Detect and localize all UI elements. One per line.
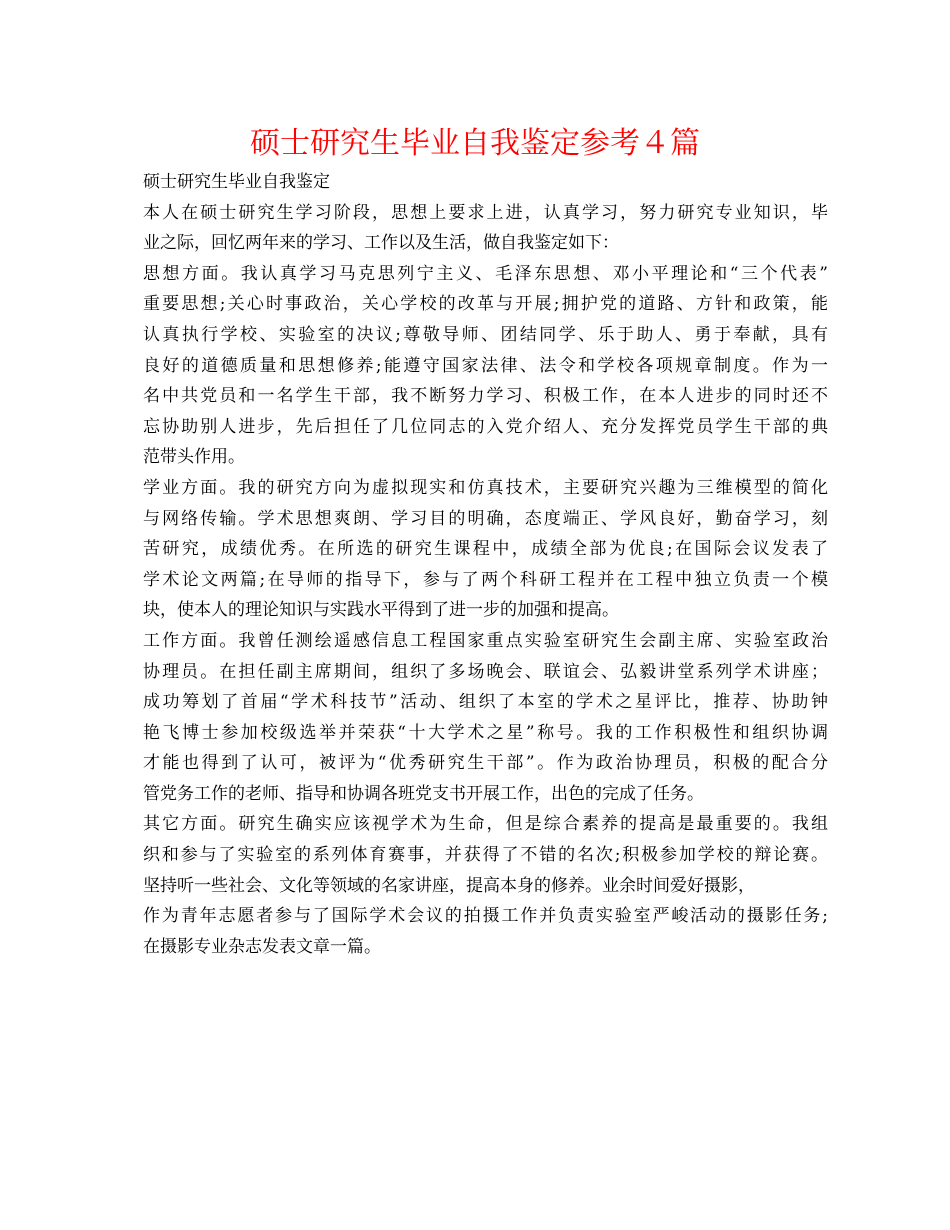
text-line: 苦研究，成绩优秀。在所选的研究生课程中，成绩全部为优良;在国际会议发表了 bbox=[143, 539, 828, 560]
text-line: 成功筹划了首届“学术科技节”活动、组织了本室的学术之星评比，推荐、协助钟 bbox=[143, 692, 828, 713]
document-title: 硕士研究生毕业自我鉴定参考４篇 bbox=[250, 126, 700, 161]
text-line: 其它方面。研究生确实应该视学术为生命，但是综合素养的提高是最重要的。我组 bbox=[143, 814, 828, 835]
document-body bbox=[143, 167, 828, 962]
text-line: 范带头作用。 bbox=[143, 447, 245, 468]
text-line: 学业方面。我的研究方向为虚拟现实和仿真技术，主要研究兴趣为三维模型的简化 bbox=[143, 477, 828, 498]
text-line: 名中共党员和一名学生干部，我不断努力学习、积极工作，在本人进步的同时还不 bbox=[143, 386, 828, 407]
text-line: 忘协助别人进步，先后担任了几位同志的入党介绍人、充分发挥党员学生干部的典 bbox=[143, 416, 828, 437]
text-line: 与网络传输。学术思想爽朗、学习目的明确，态度端正、学风良好，勤奋学习，刻 bbox=[143, 508, 828, 529]
text-line: 在摄影专业杂志发表文章一篇。 bbox=[143, 936, 381, 957]
text-line: 工作方面。我曾任测绘遥感信息工程国家重点实验室研究生会副主席、实验室政治 bbox=[143, 630, 828, 651]
text-line: 才能也得到了认可，被评为“优秀研究生干部”。作为政治协理员，积极的配合分 bbox=[143, 753, 828, 774]
text-line: 业之际，回忆两年来的学习、工作以及生活，做自我鉴定如下： bbox=[143, 233, 619, 254]
text-line: 坚持听一些社会、文化等领域的名家讲座，提高本身的修养。业余时间爱好摄影， bbox=[143, 875, 755, 896]
text-line: 协理员。在担任副主席期间，组织了多场晚会、联谊会、弘毅讲堂系列学术讲座； bbox=[143, 661, 828, 682]
text-line: 作为青年志愿者参与了国际学术会议的拍摄工作并负责实验室严峻活动的摄影任务; bbox=[143, 906, 828, 927]
text-line: 学术论文两篇;在导师的指导下，参与了两个科研工程并在工程中独立负责一个模 bbox=[143, 569, 828, 590]
text-line: 良好的道德质量和思想修养;能遵守国家法律、法令和学校各项规章制度。作为一 bbox=[143, 355, 828, 376]
text-line: 织和参与了实验室的系列体育赛事，并获得了不错的名次;积极参加学校的辩论赛。 bbox=[143, 845, 828, 866]
text-line: 本人在硕士研究生学习阶段，思想上要求上进，认真学习，努力研究专业知识，毕 bbox=[143, 202, 828, 223]
text-line: 块，使本人的理论知识与实践水平得到了进一步的加强和提高。 bbox=[143, 600, 619, 621]
text-line: 认真执行学校、实验室的决议;尊敬导师、团结同学、乐于助人、勇于奉献，具有 bbox=[143, 324, 828, 345]
text-line: 艳飞博士参加校级选举并荣获“十大学术之星”称号。我的工作积极性和组织协调 bbox=[143, 722, 828, 743]
text-line: 重要思想;关心时事政治，关心学校的改革与开展;拥护党的道路、方针和政策，能 bbox=[143, 294, 828, 315]
text-line: 思想方面。我认真学习马克思列宁主义、毛泽东思想、邓小平理论和“三个代表” bbox=[143, 263, 828, 284]
section-heading: 硕士研究生毕业自我鉴定 bbox=[143, 172, 330, 192]
text-line: 管党务工作的老师、指导和协调各班党支书开展工作，出色的完成了任务。 bbox=[143, 783, 704, 804]
